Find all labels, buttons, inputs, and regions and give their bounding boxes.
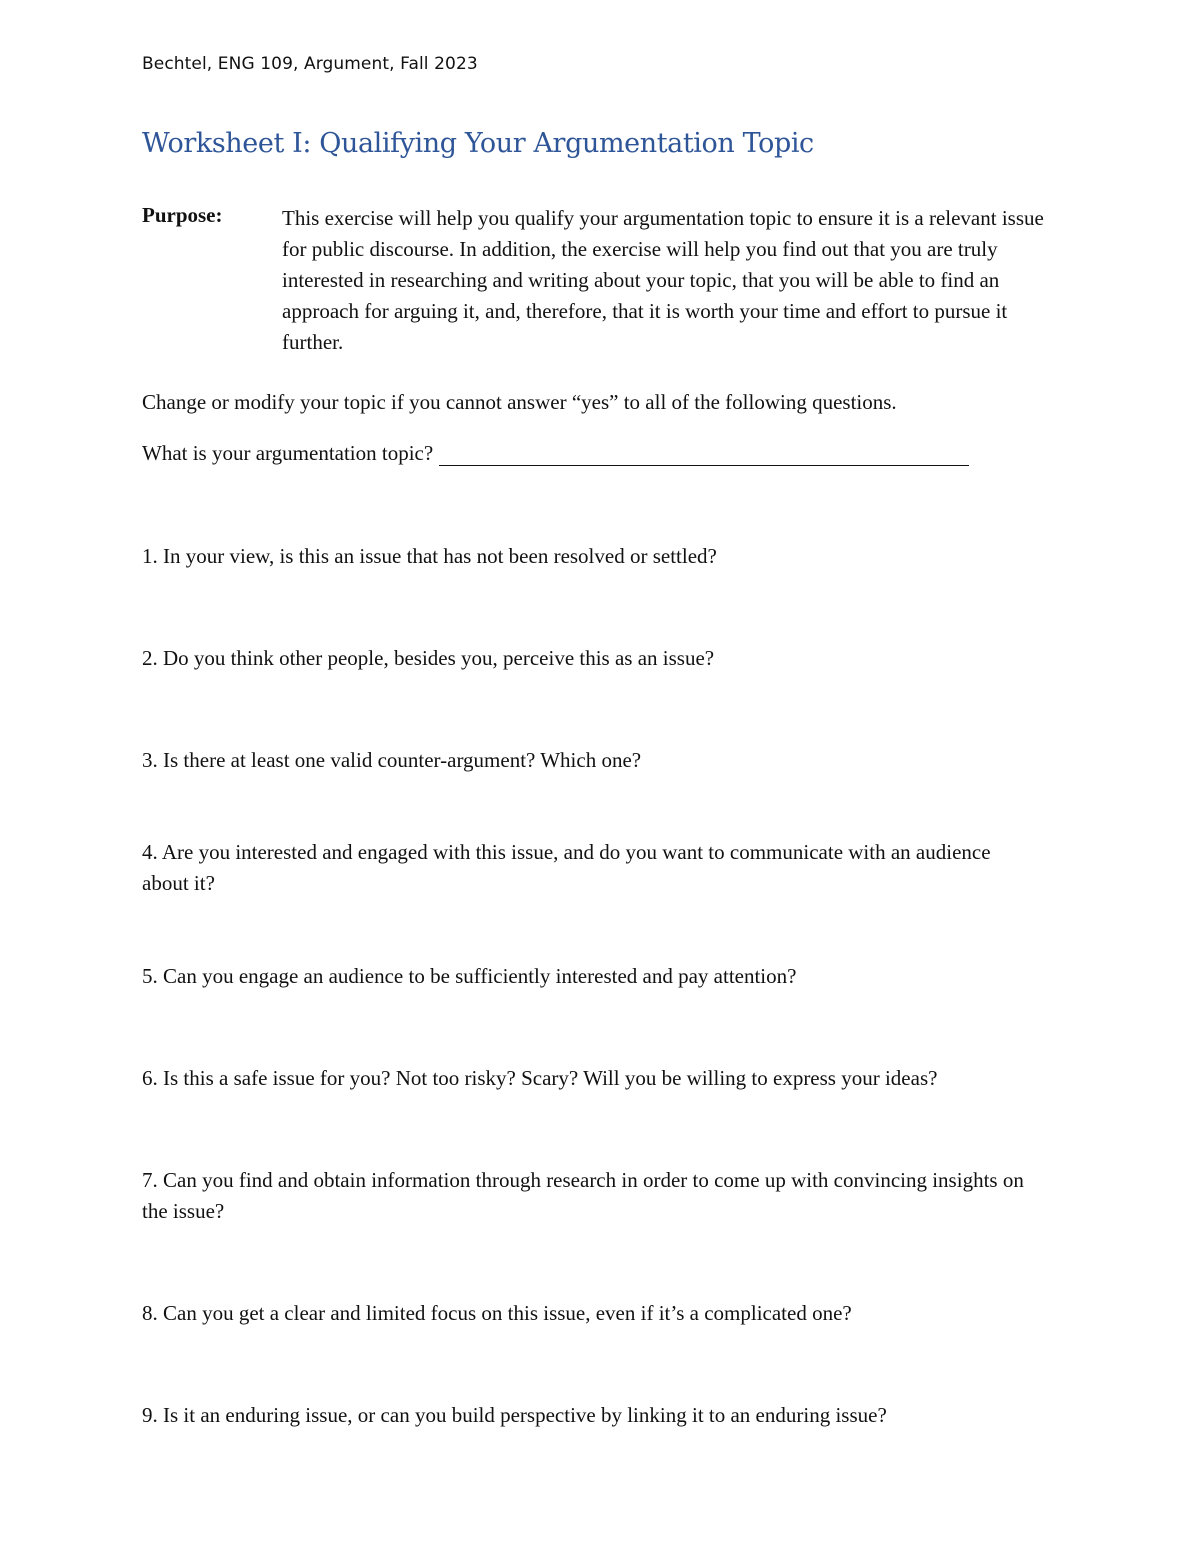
question-item: 8. Can you get a clear and limited focus on this issue, even if it’s a complicated one? xyxy=(142,1301,852,1325)
question-item: 6. Is this a safe issue for you? Not too risky? Scary? Will you be willing to express your ideas? xyxy=(142,1066,938,1090)
topic-prompt: What is your argumentation topic? xyxy=(142,441,434,465)
question-item: 9. Is it an enduring issue, or can you build perspective by linking it to an enduring issue? xyxy=(142,1403,887,1427)
question-item: 4. Are you interested and engaged with this issue, and do you want to communicate with an audience about it? xyxy=(142,840,991,895)
question-item: 3. Is there at least one valid counter-argument? Which one? xyxy=(142,748,642,772)
purpose-label: Purpose: xyxy=(142,203,223,227)
question-item: 5. Can you engage an audience to be sufficiently interested and pay attention? xyxy=(142,964,797,988)
topic-answer-line[interactable] xyxy=(439,443,969,466)
question-item: 2. Do you think other people, besides you, perceive this as an issue? xyxy=(142,646,715,670)
page-title: Worksheet I: Qualifying Your Argumentation Topic xyxy=(142,128,814,159)
question-item: 7. Can you find and obtain information through research in order to come up with convincing insights on the issue? xyxy=(142,1168,1024,1223)
topic-row xyxy=(142,441,969,466)
instruction-text: Change or modify your topic if you cannot answer “yes” to all of the following questions. xyxy=(142,390,897,414)
question-item: 1. In your view, is this an issue that has not been resolved or settled? xyxy=(142,544,717,568)
purpose-text: This exercise will help you qualify your argumentation topic to ensure it is a relevant issue for public discourse. In addition, the exercise will help you find out that you are truly interested in researching and writing about your topic, that you will be able to find an approach for arguing it, and, therefore, that it is worth your time and effort to pursue it further. xyxy=(282,206,1044,354)
page-header: Bechtel, ENG 109, Argument, Fall 2023 xyxy=(142,54,478,74)
